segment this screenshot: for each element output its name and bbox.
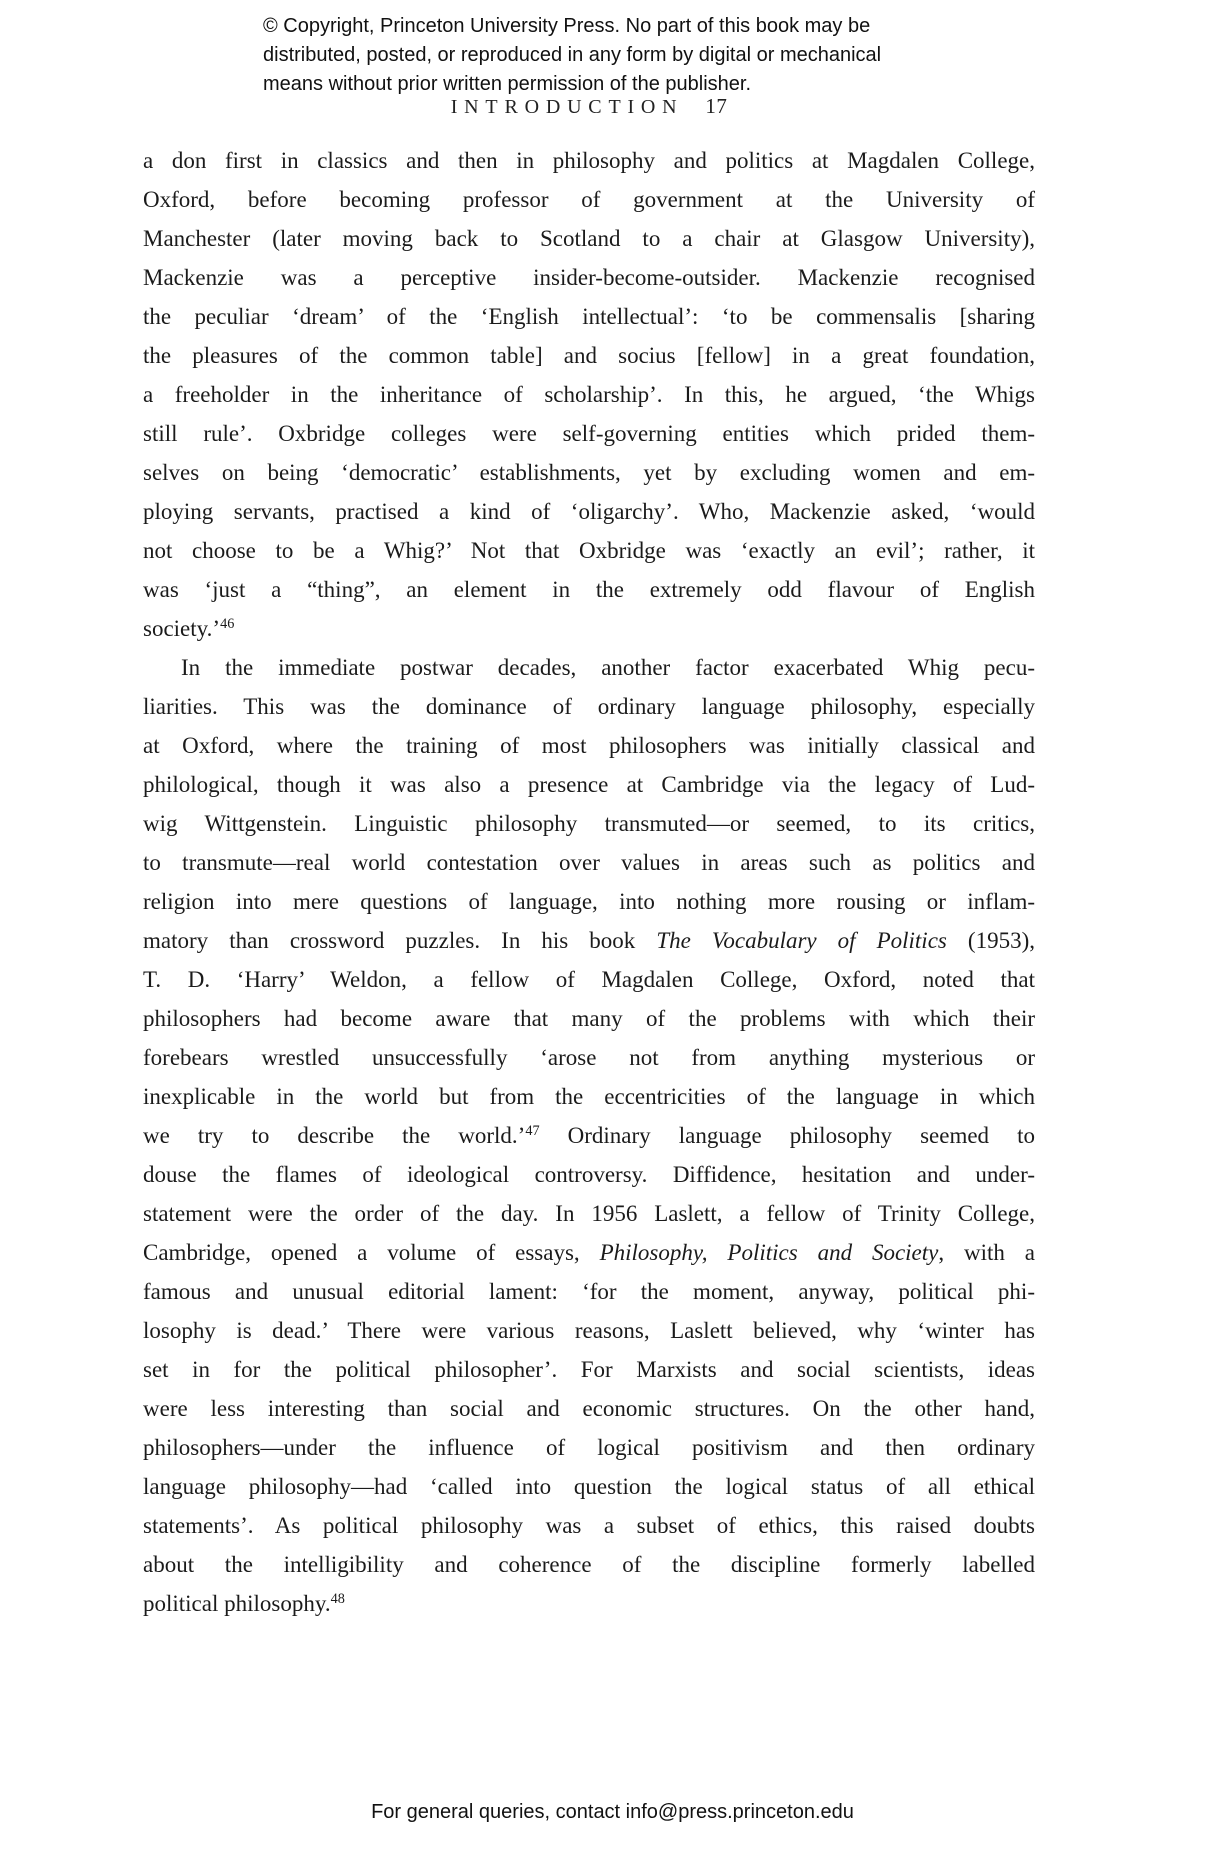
footnote-reference: 46 — [220, 616, 235, 633]
text-line — [143, 765, 1035, 804]
body-text — [143, 141, 1035, 1623]
text-line — [143, 1155, 1035, 1194]
contact-footer — [0, 1801, 1225, 1824]
text-segment: to transmute—real world contestation over values in areas such as politics and — [143, 850, 1035, 875]
text-line — [143, 375, 1035, 414]
text-segment: were less interesting than social and economic structures. On the other hand, — [143, 1396, 1035, 1421]
text-segment: , with a — [938, 1240, 1035, 1265]
text-line — [143, 1194, 1035, 1233]
text-line — [143, 297, 1035, 336]
text-segment: political philosophy. — [143, 1591, 331, 1616]
footnote-reference: 48 — [330, 1591, 345, 1608]
section-title: INTRODUCTION — [450, 96, 684, 118]
text-segment: was ‘just a “thing”, an element in the extremely odd flavour of English — [143, 577, 1035, 602]
text-line — [143, 687, 1035, 726]
text-segment: (1953), — [946, 928, 1035, 953]
text-segment: the peculiar ‘dream’ of the ‘English intellectual’: ‘to be commensalis [sharing — [143, 304, 1035, 329]
text-line — [143, 648, 1035, 687]
text-line — [143, 1506, 1035, 1545]
italic-text: Philosophy, Politics and Society — [599, 1240, 939, 1265]
text-segment: about the intelligibility and coherence of the discipline formerly labelled — [143, 1552, 1035, 1577]
text-line — [143, 1428, 1035, 1467]
text-line — [143, 453, 1035, 492]
text-segment: a freeholder in the inheritance of scholarship’. In this, he argued, ‘the Whigs — [143, 382, 1035, 407]
text-line — [143, 219, 1035, 258]
text-line — [143, 258, 1035, 297]
text-segment: at Oxford, where the training of most philosophers was initially classical and — [143, 733, 1035, 758]
text-segment: the pleasures of the common table] and socius [fellow] in a great foundation, — [143, 343, 1035, 368]
text-segment: Cambridge, opened a volume of essays, — [143, 1240, 600, 1265]
text-segment: ploying servants, practised a kind of ‘oligarchy’. Who, Mackenzie asked, ‘would — [143, 499, 1035, 524]
text-segment: set in for the political philosopher’. For Marxists and social scientists, ideas — [143, 1357, 1035, 1382]
text-line — [143, 180, 1035, 219]
text-segment: Oxford, before becoming professor of government at the University of — [143, 187, 1035, 212]
text-line — [143, 804, 1035, 843]
text-segment: Mackenzie was a perceptive insider-become-outsider. Mackenzie recognised — [143, 265, 1035, 290]
text-segment: T. D. ‘Harry’ Weldon, a fellow of Magdalen College, Oxford, noted that — [143, 967, 1035, 992]
text-segment: society.’ — [143, 616, 221, 641]
text-segment: inexplicable in the world but from the eccentricities of the language in which — [143, 1084, 1035, 1109]
text-segment: we try to describe the world.’ — [143, 1123, 526, 1148]
text-segment: forebears wrestled unsuccessfully ‘arose not from anything mysterious or — [143, 1045, 1035, 1070]
text-line — [143, 1350, 1035, 1389]
paragraph — [143, 141, 1035, 648]
italic-text: The Vocabulary of Politics — [656, 928, 947, 953]
text-segment: a don first in classics and then in philosophy and politics at Magdalen College, — [143, 148, 1035, 173]
text-line — [143, 1116, 1035, 1155]
paragraph — [143, 648, 1035, 1623]
copyright-line: © Copyright, Princeton University Press. No part of this book may be — [263, 15, 871, 37]
text-line — [143, 999, 1035, 1038]
text-line — [143, 921, 1035, 960]
text-line — [143, 1233, 1035, 1272]
text-line — [143, 726, 1035, 765]
text-segment: philological, though it was also a presence at Cambridge via the legacy of Lud- — [143, 772, 1035, 797]
text-line — [143, 960, 1035, 999]
text-segment: matory than crossword puzzles. In his book — [143, 928, 657, 953]
text-line — [143, 414, 1035, 453]
text-line — [143, 882, 1035, 921]
running-head — [143, 94, 1035, 119]
text-segment: not choose to be a Whig?’ Not that Oxbridge was ‘exactly an evil’; rather, it — [143, 538, 1035, 563]
text-segment: language philosophy—had ‘called into question the logical status of all ethical — [143, 1474, 1035, 1499]
contact-footer-text: For general queries, contact info@press.princeton.edu — [371, 1801, 854, 1823]
text-line — [143, 1545, 1035, 1584]
text-segment: selves on being ‘democratic’ establishments, yet by excluding women and em- — [143, 460, 1035, 485]
text-segment: statement were the order of the day. In 1956 Laslett, a fellow of Trinity College, — [143, 1201, 1035, 1226]
footnote-reference: 47 — [525, 1123, 540, 1140]
copyright-notice — [263, 12, 983, 99]
text-line — [143, 492, 1035, 531]
text-line — [143, 1272, 1035, 1311]
text-segment: In the immediate postwar decades, another factor exacerbated Whig pecu- — [181, 655, 1035, 680]
text-segment: Ordinary language philosophy seemed to — [539, 1123, 1035, 1148]
copyright-line: means without prior written permission of the publisher. — [263, 73, 752, 95]
text-segment: douse the flames of ideological controversy. Diffidence, hesitation and under- — [143, 1162, 1035, 1187]
text-line — [143, 1467, 1035, 1506]
text-segment: famous and unusual editorial lament: ‘for the moment, anyway, political phi- — [143, 1279, 1035, 1304]
text-line — [143, 1038, 1035, 1077]
copyright-line: distributed, posted, or reproduced in any form by digital or mechanical — [263, 44, 882, 66]
text-segment: philosophers—under the influence of logical positivism and then ordinary — [143, 1435, 1035, 1460]
text-segment: religion into mere questions of language, into nothing more rousing or inflam- — [143, 889, 1035, 914]
text-segment: liarities. This was the dominance of ordinary language philosophy, especially — [143, 694, 1035, 719]
text-line — [143, 1389, 1035, 1428]
page-number: 17 — [705, 94, 728, 118]
text-segment: losophy is dead.’ There were various reasons, Laslett believed, why ‘winter has — [143, 1318, 1035, 1343]
text-segment: wig Wittgenstein. Linguistic philosophy transmuted—or seemed, to its critics, — [143, 811, 1035, 836]
text-segment: statements’. As political philosophy was a subset of ethics, this raised doubts — [143, 1513, 1035, 1538]
text-segment: still rule’. Oxbridge colleges were self-governing entities which prided them- — [143, 421, 1035, 446]
text-line — [143, 1584, 1035, 1623]
text-segment: philosophers had become aware that many of the problems with which their — [143, 1006, 1035, 1031]
text-line — [143, 609, 1035, 648]
text-line — [143, 141, 1035, 180]
text-line — [143, 1077, 1035, 1116]
text-line — [143, 843, 1035, 882]
text-line — [143, 531, 1035, 570]
text-line — [143, 336, 1035, 375]
text-line — [143, 570, 1035, 609]
text-segment: Manchester (later moving back to Scotland to a chair at Glasgow University), — [143, 226, 1035, 251]
text-line — [143, 1311, 1035, 1350]
